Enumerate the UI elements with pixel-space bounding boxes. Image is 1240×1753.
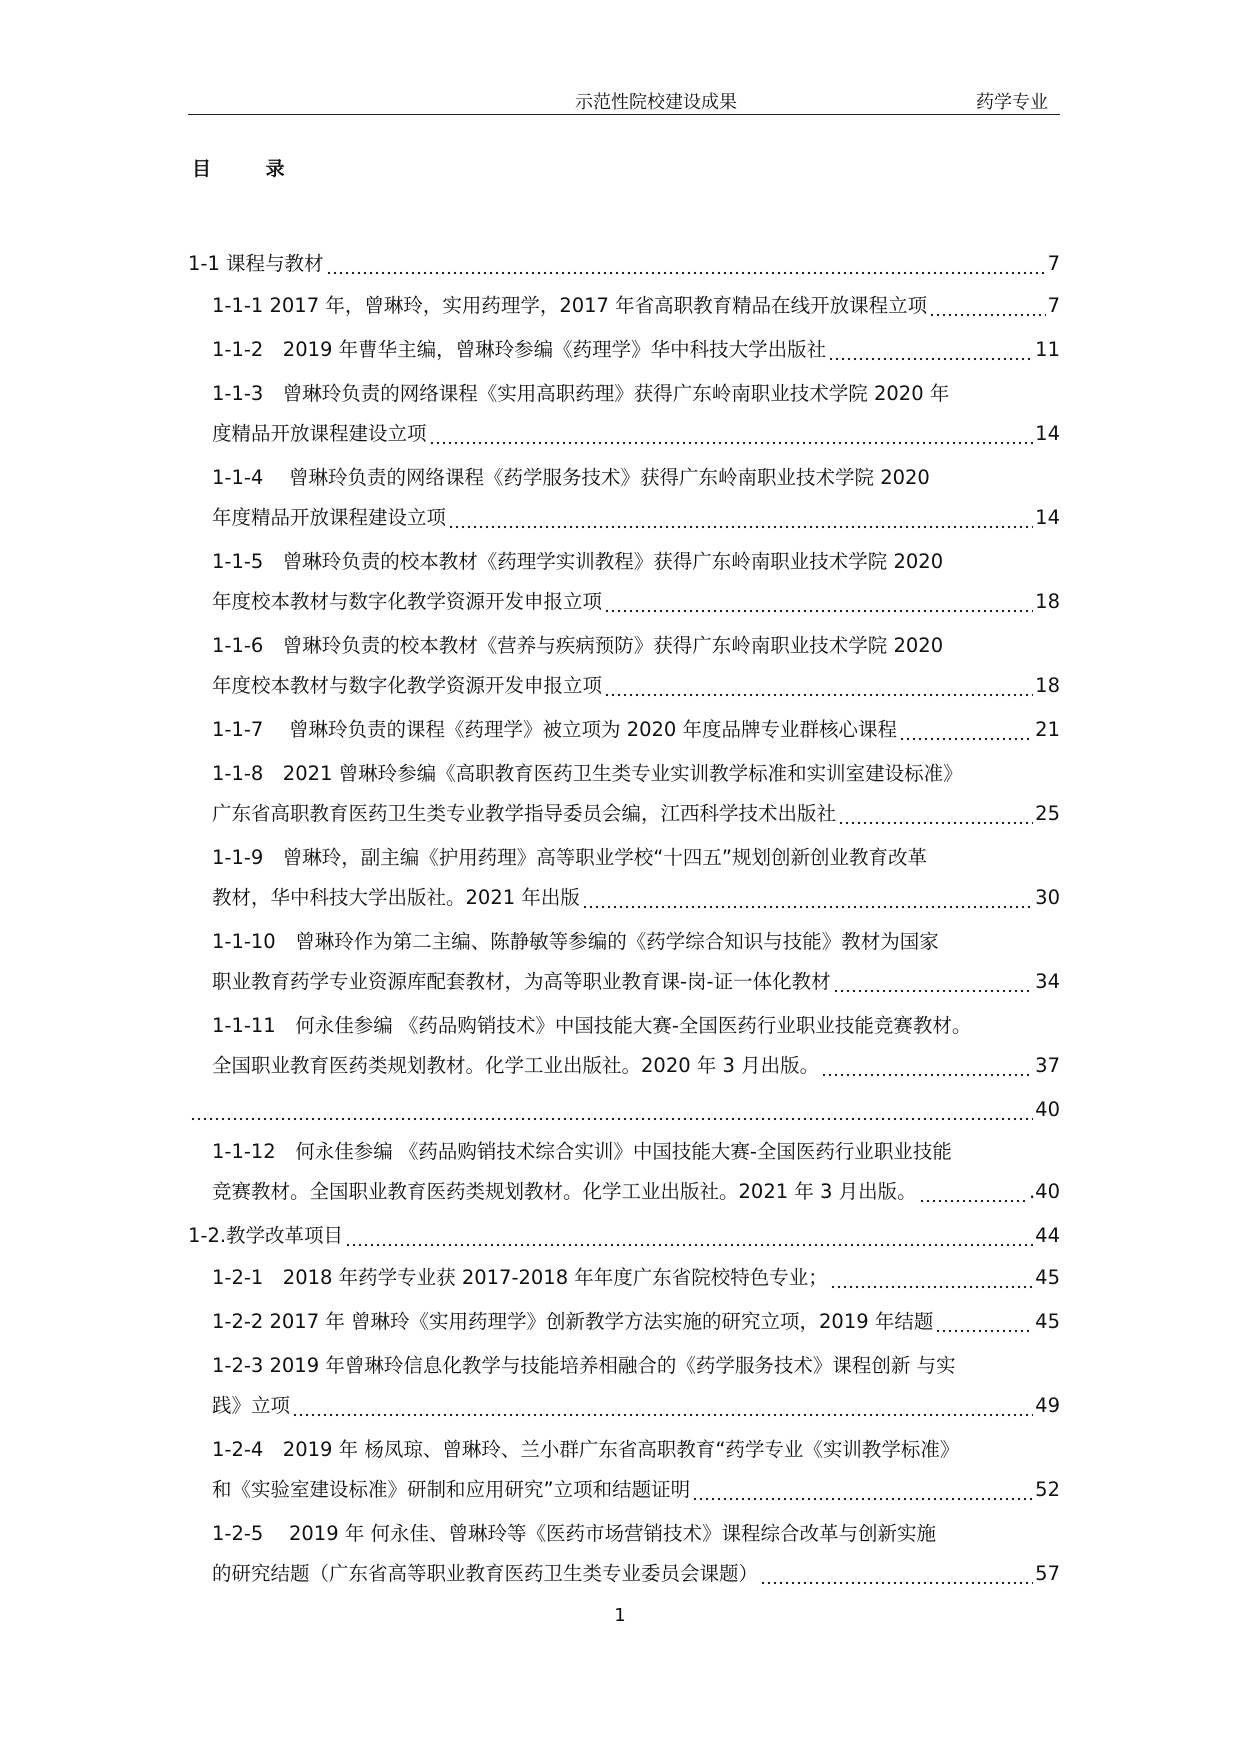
toc-entry-text: 1-1-6 曾琳玲负责的校本教材《营养与疾病预防》获得广东岭南职业技术学院 2020 xyxy=(212,634,944,657)
toc-leader-dots xyxy=(935,1314,1033,1334)
toc-entry[interactable] xyxy=(188,922,1060,1002)
toc-entry-text: 年度校本教材与数字化教学资源开发申报立项 xyxy=(212,674,603,697)
toc-entry-text: 1-2-2 2017 年 曾琳玲《实用药理学》创新教学方法实施的研究立项，2019 年结题 xyxy=(212,1310,934,1333)
toc-entry-text: 1-1-1 2017 年，曾琳玲，实用药理学，2017 年省高职教育精品在线开放课程立项 xyxy=(212,294,928,317)
toc-entry[interactable] xyxy=(188,1258,1060,1298)
toc-leader-dots xyxy=(919,1184,1027,1204)
header-major: 药学专业 xyxy=(976,92,1048,113)
toc-leader-dots xyxy=(429,426,1034,446)
toc-page-number: .40 xyxy=(1028,1180,1060,1203)
toc-page-number: 49 xyxy=(1035,1394,1060,1417)
toc-entry-text: 1-1-11 何永佳参编 《药品购销技术》中国技能大赛-全国医药行业职业技能竞赛教材。 xyxy=(212,1014,972,1037)
toc-leader-dots xyxy=(604,594,1033,614)
page-number: 1 xyxy=(614,1605,626,1626)
toc-leader-dots xyxy=(345,1228,1033,1248)
toc-page-number: 40 xyxy=(1035,1098,1060,1121)
toc-entry-text: 竞赛教材。全国职业教育医药类规划教材。化学工业出版社。2021 年 3 月出版。 xyxy=(212,1180,917,1203)
toc-leader-dots xyxy=(692,1482,1033,1502)
toc-entry[interactable] xyxy=(188,458,1060,538)
header-title: 示范性院校建设成果 xyxy=(575,92,737,113)
toc-entry-text: 1-2-1 2018 年药学专业获 2017-2018 年年度广东省院校特色专业； xyxy=(212,1266,828,1289)
toc-page-number: 37 xyxy=(1035,1054,1060,1077)
toc-leader-dots xyxy=(582,890,1033,910)
toc-entry[interactable] xyxy=(188,1132,1060,1212)
toc-page-number: 18 xyxy=(1035,590,1060,613)
toc-entry[interactable] xyxy=(188,374,1060,454)
toc-entry[interactable] xyxy=(188,754,1060,834)
toc-entry[interactable] xyxy=(188,1346,1060,1426)
page-header xyxy=(188,84,1060,115)
toc-entry-text: 1-2.教学改革项目 xyxy=(188,1224,344,1247)
toc-entry-text: 1-2-4 2019 年 杨凤琼、曾琳玲、兰小群广东省高职教育“药学专业《实训教学标准》 xyxy=(212,1438,960,1461)
toc-entry-text: 1-1-3 曾琳玲负责的网络课程《实用高职药理》获得广东岭南职业技术学院 2020 年 xyxy=(212,382,950,405)
toc-entry-text: 1-1-5 曾琳玲负责的校本教材《药理学实训教程》获得广东岭南职业技术学院 2020 xyxy=(212,550,944,573)
toc-entry[interactable] xyxy=(188,1514,1060,1594)
toc-entry[interactable] xyxy=(188,838,1060,918)
toc-leader-dots xyxy=(830,1270,1033,1290)
toc-leader-dots xyxy=(821,1058,1033,1078)
toc-entry-text: 职业教育药学专业资源库配套教材，为高等职业教育课-岗-证一体化教材 xyxy=(212,970,831,993)
toc-leader-dots xyxy=(292,1398,1033,1418)
toc-leader-dots xyxy=(448,510,1033,530)
toc-entry[interactable] xyxy=(188,710,1060,750)
toc-entry-text: 和《实验室建设标准》研制和应用研究”立项和结题证明 xyxy=(212,1478,691,1501)
toc-page-number: 25 xyxy=(1035,802,1060,825)
toc-entry-text: 年度校本教材与数字化教学资源开发申报立项 xyxy=(212,590,603,613)
toc-entry[interactable] xyxy=(188,626,1060,706)
toc-entry-text: 1-2-5 2019 年 何永佳、曾琳玲等《医药市场营销技术》课程综合改革与创新实施 xyxy=(212,1522,937,1545)
toc-page-number: 7 xyxy=(1047,252,1060,275)
toc-page-number: 7 xyxy=(1047,294,1060,317)
toc-leader-dots xyxy=(604,678,1033,698)
toc-entry[interactable] xyxy=(188,1090,1060,1130)
toc-entry[interactable] xyxy=(188,1006,1060,1086)
toc-entry-text: 广东省高职教育医药卫生类专业教学指导委员会编，江西科学技术出版社 xyxy=(212,802,837,825)
toc-entry-text: 1-1 课程与教材 xyxy=(188,252,324,275)
toc-page-number: 14 xyxy=(1035,506,1060,529)
toc-entry-text: 1-1-10 曾琳玲作为第二主编、陈静敏等参编的《药学综合知识与技能》教材为国家 xyxy=(212,930,939,953)
toc-page-number: 30 xyxy=(1035,886,1060,909)
toc-entry-text: 度精品开放课程建设立项 xyxy=(212,422,427,445)
toc-page-number: 34 xyxy=(1035,970,1060,993)
toc-leader-dots xyxy=(828,342,1033,362)
toc-entry[interactable] xyxy=(188,286,1060,326)
toc-leader-dots xyxy=(190,1102,1033,1122)
toc-entry-text: 的研究结题（广东省高等职业教育医药卫生类专业委员会课题） xyxy=(212,1562,759,1585)
toc-leader-dots xyxy=(899,722,1033,742)
toc-leader-dots xyxy=(929,298,1045,318)
toc-entry[interactable] xyxy=(188,1302,1060,1342)
toc-leader-dots xyxy=(833,974,1034,994)
toc-page-number: 57 xyxy=(1035,1562,1060,1585)
table-of-contents xyxy=(188,244,1060,1598)
toc-entry-text: 1-2-3 2019 年曾琳玲信息化教学与技能培养相融合的《药学服务技术》课程创新 与实 xyxy=(212,1354,956,1377)
toc-entry[interactable] xyxy=(188,330,1060,370)
toc-page-number: 52 xyxy=(1035,1478,1060,1501)
toc-entry[interactable] xyxy=(188,1216,1060,1256)
toc-entry-text: 1-1-9 曾琳玲，副主编《护用药理》高等职业学校“十四五”规划创新创业教育改革 xyxy=(212,846,927,869)
toc-entry-text: 全国职业教育医药类规划教材。化学工业出版社。2020 年 3 月出版。 xyxy=(212,1054,820,1077)
toc-leader-dots xyxy=(838,806,1033,826)
toc-page-number: 21 xyxy=(1035,718,1060,741)
toc-entry-text: 1-1-7 曾琳玲负责的课程《药理学》被立项为 2020 年度品牌专业群核心课程 xyxy=(212,718,898,741)
toc-page-number: 11 xyxy=(1035,338,1060,361)
toc-entry-text: 年度精品开放课程建设立项 xyxy=(212,506,447,529)
toc-entry-text: 教材，华中科技大学出版社。2021 年出版 xyxy=(212,886,580,909)
toc-entry[interactable] xyxy=(188,1430,1060,1510)
toc-entry-text: 1-1-8 2021 曾琳玲参编《高职教育医药卫生类专业实训教学标准和实训室建设标准》 xyxy=(212,762,963,785)
toc-leader-dots xyxy=(326,256,1046,276)
toc-entry-text: 1-1-2 2019 年曹华主编，曾琳玲参编《药理学》华中科技大学出版社 xyxy=(212,338,827,361)
toc-page-number: 18 xyxy=(1035,674,1060,697)
toc-leader-dots xyxy=(760,1566,1033,1586)
toc-entry-text: 1-1-4 曾琳玲负责的网络课程《药学服务技术》获得广东岭南职业技术学院 2020 xyxy=(212,466,930,489)
toc-entry-text: 1-1-12 何永佳参编 《药品购销技术综合实训》中国技能大赛-全国医药行业职业技能 xyxy=(212,1140,952,1163)
toc-entry[interactable] xyxy=(188,542,1060,622)
toc-page-number: 14 xyxy=(1035,422,1060,445)
toc-page-number: 45 xyxy=(1035,1310,1060,1333)
toc-title: 目 录 xyxy=(192,158,309,180)
toc-entry-text: 践》立项 xyxy=(212,1394,291,1417)
toc-page-number: 44 xyxy=(1035,1224,1060,1247)
toc-page-number: 45 xyxy=(1035,1266,1060,1289)
toc-entry[interactable] xyxy=(188,244,1060,284)
